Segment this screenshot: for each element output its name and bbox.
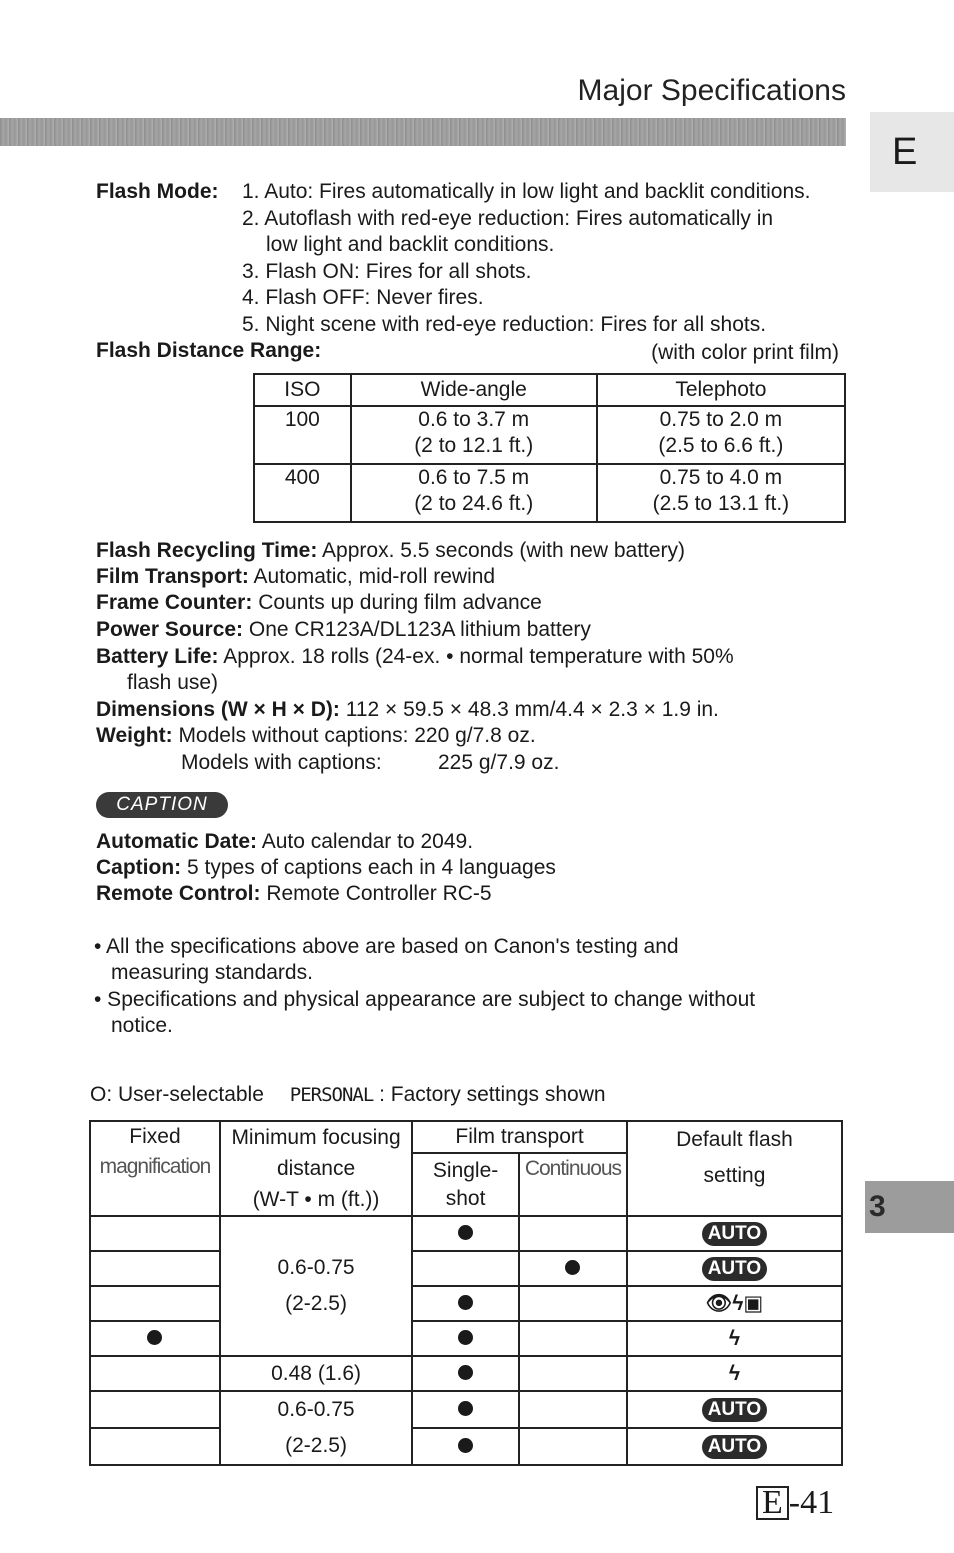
spec-automatic-date: Automatic Date: Auto calendar to 2049. (96, 830, 474, 853)
single-cell (412, 1321, 519, 1356)
flash-mode-item: 4. Flash OFF: Never fires. (242, 286, 484, 309)
auto-flash-icon: AUTO (702, 1435, 767, 1459)
fixed-cell (90, 1428, 220, 1465)
flash-mode-item: 5. Night scene with red-eye reduction: Fires for all shots. (242, 313, 767, 336)
note-line: • All the specifications above are based on Canon's testing and (94, 935, 679, 958)
flash-on-icon: ϟ (728, 1361, 741, 1385)
table-row (90, 1321, 842, 1356)
note-line: notice. (111, 1014, 173, 1037)
flash-cell (627, 1216, 842, 1251)
table-row (90, 1251, 842, 1286)
table-row (90, 1428, 842, 1465)
single-cell (412, 1391, 519, 1428)
continuous-cell (519, 1428, 627, 1465)
legend-user-selectable: O: User-selectable (90, 1083, 264, 1106)
col-film-transport: Film transport (412, 1121, 627, 1153)
legend (90, 1082, 606, 1108)
spec-film-transport: Film Transport: Automatic, mid-roll rewind (96, 565, 496, 588)
page-title: Major Specifications (577, 74, 846, 107)
redeye-flash-icon: 👁ϟ▣ (705, 1292, 764, 1315)
distance-cell: 0.6-0.75 (2-2.5) (220, 1216, 412, 1356)
page-number-value: -41 (788, 1484, 835, 1521)
flash-cell (627, 1391, 842, 1428)
chapter-tab-3: 3 (865, 1181, 954, 1233)
flash-on-icon: ϟ (728, 1326, 741, 1350)
auto-flash-icon: AUTO (702, 1222, 767, 1246)
single-cell (412, 1428, 519, 1465)
spec-power-source: Power Source: One CR123A/DL123A lithium battery (96, 618, 591, 641)
fixed-cell (90, 1286, 220, 1321)
legend-personal: PERSONAL (289, 1084, 374, 1106)
dot-marker (458, 1401, 473, 1416)
single-cell (412, 1286, 519, 1321)
dot-marker (458, 1330, 473, 1345)
table-header: Telephoto (597, 374, 845, 406)
iso-cell: 400 (254, 464, 351, 522)
spec-battery-life-cont: flash use) (127, 671, 219, 694)
page-section-letter: E (756, 1486, 789, 1520)
language-tab-e: E (870, 112, 954, 192)
dot-marker (147, 1330, 162, 1345)
wide-cell: 0.6 to 7.5 m (2 to 24.6 ft.) (351, 464, 597, 522)
spec-recycling: Flash Recycling Time: Approx. 5.5 seconds (with new battery) (96, 539, 686, 562)
table-row (254, 406, 845, 464)
flash-mode-item: low light and backlit conditions. (266, 233, 555, 256)
flash-cell (627, 1286, 842, 1321)
table-row (90, 1286, 842, 1321)
spec-weight-captions-value: 225 g/7.9 oz. (438, 751, 560, 774)
dot-marker (458, 1365, 473, 1380)
col-min-focusing: Minimum focusing distance (W-T • m (ft.)) (220, 1121, 412, 1216)
table-header: Wide-angle (351, 374, 597, 406)
single-cell (412, 1251, 519, 1286)
continuous-cell (519, 1286, 627, 1321)
spec-weight-captions-label: Models with captions: (181, 751, 382, 774)
col-continuous: Continuous (519, 1153, 627, 1216)
settings-table (89, 1120, 843, 1466)
spec-dimensions: Dimensions (W × H × D): 112 × 59.5 × 48.3 mm/4.4 × 2.3 × 1.9 in. (96, 698, 719, 721)
table-row (90, 1391, 842, 1428)
spec-frame-counter: Frame Counter: Counts up during film advance (96, 591, 542, 614)
table-row (90, 1216, 842, 1251)
flash-cell (627, 1428, 842, 1465)
continuous-cell (519, 1391, 627, 1428)
dot-marker (458, 1438, 473, 1453)
continuous-cell (519, 1216, 627, 1251)
table-row (254, 464, 845, 522)
dot-marker (458, 1295, 473, 1310)
fixed-cell (90, 1356, 220, 1391)
flash-distance-table (253, 373, 846, 523)
wide-cell: 0.6 to 3.7 m (2 to 12.1 ft.) (351, 406, 597, 464)
fixed-cell (90, 1391, 220, 1428)
tele-cell: 0.75 to 2.0 m (2.5 to 6.6 ft.) (597, 406, 845, 464)
iso-cell: 100 (254, 406, 351, 464)
continuous-cell (519, 1356, 627, 1391)
distance-cell: 0.6-0.75 (2-2.5) (220, 1391, 412, 1465)
tele-cell: 0.75 to 4.0 m (2.5 to 13.1 ft.) (597, 464, 845, 522)
single-cell (412, 1356, 519, 1391)
spec-battery-life: Battery Life: Approx. 18 rolls (24-ex. • normal temperature with 50% (96, 645, 734, 668)
auto-flash-icon: AUTO (702, 1398, 767, 1422)
single-cell (412, 1216, 519, 1251)
table-header: ISO (254, 374, 351, 406)
flash-mode-item: 3. Flash ON: Fires for all shots. (242, 260, 532, 283)
fixed-cell (90, 1251, 220, 1286)
flash-distance-note: (with color print film) (651, 341, 839, 364)
header-bar (0, 118, 846, 146)
table-row (90, 1356, 842, 1391)
legend-factory: : Factory settings shown (379, 1083, 606, 1106)
spec-weight: Weight: Models without captions: 220 g/7.8 oz. (96, 724, 536, 747)
flash-cell (627, 1321, 842, 1356)
table-header-row (254, 374, 845, 406)
flash-mode-item: 1. Auto: Fires automatically in low light and backlit conditions. (242, 180, 811, 203)
table-header-row (90, 1121, 842, 1153)
flash-cell (627, 1356, 842, 1391)
col-fixed-magnification: Fixed magnification (90, 1121, 220, 1216)
fixed-cell (90, 1321, 220, 1356)
flash-cell (627, 1251, 842, 1286)
caption-badge: CAPTION (96, 792, 228, 818)
distance-cell: 0.48 (1.6) (220, 1356, 412, 1391)
flash-mode-label: Flash Mode: (96, 180, 219, 203)
page-number (756, 1484, 834, 1522)
continuous-cell (519, 1251, 627, 1286)
note-line: measuring standards. (111, 961, 313, 984)
spec-remote-control: Remote Control: Remote Controller RC-5 (96, 882, 492, 905)
dot-marker (458, 1225, 473, 1240)
spec-caption: Caption: 5 types of captions each in 4 languages (96, 856, 556, 879)
col-default-flash: Default flash setting (627, 1121, 842, 1216)
auto-flash-icon: AUTO (702, 1257, 767, 1281)
note-line: • Specifications and physical appearance are subject to change without (94, 988, 756, 1011)
flash-distance-label: Flash Distance Range: (96, 339, 322, 362)
continuous-cell (519, 1321, 627, 1356)
fixed-cell (90, 1216, 220, 1251)
flash-mode-item: 2. Autoflash with red-eye reduction: Fires automatically in (242, 207, 774, 230)
dot-marker (565, 1260, 580, 1275)
col-single-shot: Single- shot (412, 1153, 519, 1216)
